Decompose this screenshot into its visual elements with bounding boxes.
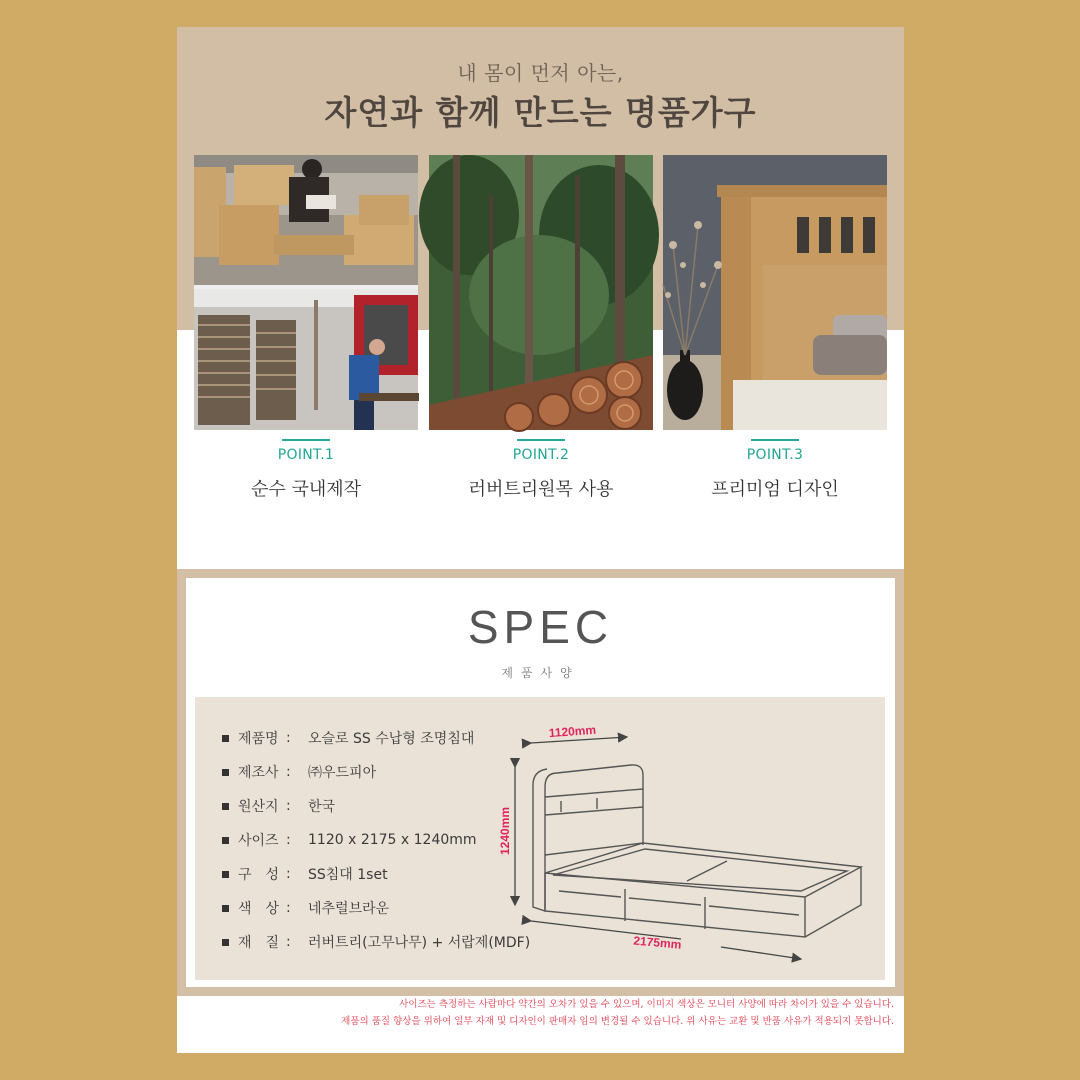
spec-box (195, 697, 885, 980)
spec-key: 원산지 (238, 799, 279, 815)
spec-title: SPEC (467, 601, 614, 653)
spec-section (177, 569, 904, 996)
spec-key: 사이즈 (238, 833, 279, 849)
product-detail-panel (177, 27, 904, 1053)
spec-item: 사이즈 : 1120 x 2175 x 1240mm (222, 823, 530, 857)
spec-list (222, 721, 530, 959)
length-arrow-right (721, 947, 801, 959)
spec-item: 제조사 : ㈜우드피아 (222, 755, 530, 789)
length-label: 2175mm (632, 933, 682, 952)
spec-card (186, 578, 895, 987)
bullet-icon (222, 905, 229, 912)
point-number: POINT.3 (746, 447, 804, 463)
spec-key: 구 성 (238, 867, 280, 883)
spec-item: 제품명 : 오슬로 SS 수납형 조명침대 (222, 721, 530, 755)
spec-key: 제품명 (238, 731, 279, 747)
bullet-icon (222, 803, 229, 810)
width-label: 1120mm (548, 722, 597, 741)
bed-photo (663, 155, 887, 430)
point-3 (663, 439, 887, 501)
spec-value: 1120 x 2175 x 1240mm (308, 832, 477, 848)
header-subtitle: 내 몸이 먼저 아는, (457, 61, 624, 85)
point-rule (751, 439, 799, 441)
point-label: 프리미엄 디자인 (711, 479, 839, 500)
bullet-icon (222, 769, 229, 776)
spec-subtitle: 제품사양 (501, 666, 580, 680)
spec-value: 러버트리(고무나무) + 서랍제(MDF) (308, 935, 531, 951)
point-number: POINT.2 (512, 447, 570, 463)
point-label: 러버트리원목 사용 (468, 479, 614, 500)
point-2 (429, 439, 653, 501)
spec-value: ㈜우드피아 (308, 765, 377, 781)
point-rule (517, 439, 565, 441)
factory-photo (194, 155, 418, 430)
spec-key: 재 질 (238, 935, 280, 951)
spec-value: 네추럴브라운 (308, 901, 390, 917)
spec-item: 색 상 : 네추럴브라운 (222, 891, 530, 925)
spec-item: 원산지 : 한국 (222, 789, 530, 823)
point-label: 순수 국내제작 (250, 479, 362, 500)
spec-key: 색 상 (238, 901, 280, 917)
point-rule (282, 439, 330, 441)
height-label: 1240mm (498, 806, 512, 855)
spec-key: 제조사 (238, 765, 279, 781)
point-number: POINT.1 (277, 447, 335, 463)
spec-item: 재 질 : 러버트리(고무나무) + 서랍제(MDF) (222, 925, 530, 959)
bed-drawing (533, 765, 861, 937)
note-line: 사이즈는 측정하는 사람마다 약간의 오차가 있을 수 있으며, 이미지 색상은 모니터 사양에 따라 차이가 있을 수 있습니다. (399, 999, 894, 1010)
spec-item: 구 성 : SS침대 1set (222, 857, 530, 891)
bullet-icon (222, 939, 229, 946)
bullet-icon (222, 871, 229, 878)
bed-dimension-diagram (498, 715, 881, 977)
notes (341, 996, 894, 1030)
spec-value: 한국 (308, 799, 336, 815)
point-1 (194, 439, 418, 501)
spec-value: SS침대 1set (308, 867, 388, 883)
forest-photo (429, 155, 653, 430)
bullet-icon (222, 837, 229, 844)
spec-value: 오슬로 SS 수납형 조명침대 (308, 731, 475, 747)
bullet-icon (222, 735, 229, 742)
header-title: 자연과 함께 만드는 명품가구 (324, 93, 757, 132)
note-line: 제품의 품질 향상을 위하여 일부 자재 및 디자인이 판매자 임의 변경될 수 있습니다. 위 사유는 교환 및 반품 사유가 적용되지 못합니다. (341, 1016, 894, 1027)
